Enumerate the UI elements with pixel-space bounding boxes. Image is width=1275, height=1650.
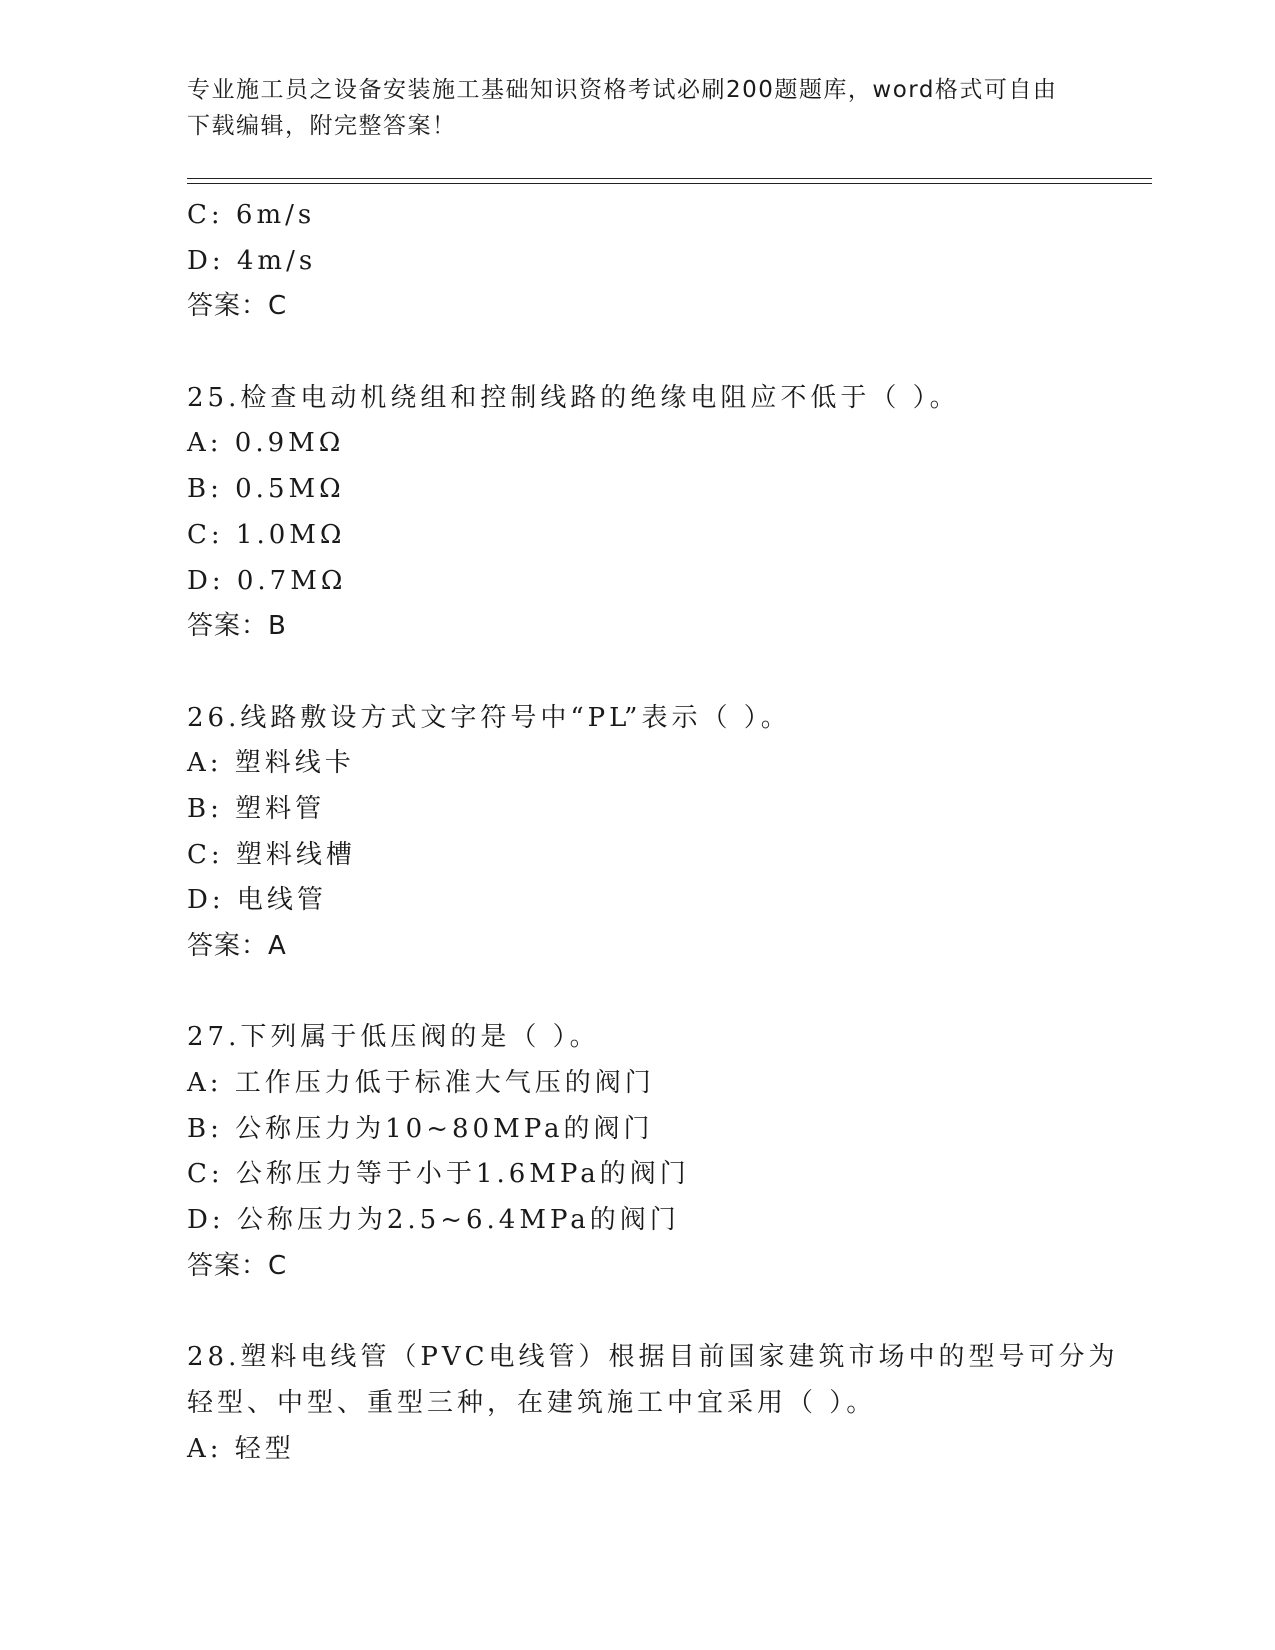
question-25 [187,376,1152,650]
option-d: D: 0.7MΩ [187,565,347,596]
header-title-line-1: 专业施工员之设备安装施工基础知识资格考试必刷200题题库，word格式可自由 [187,77,1058,103]
question-27 [187,1015,1152,1289]
question-28 [187,1335,1152,1472]
option-a: A: 轻型 [187,1433,295,1464]
option-b: B: 公称压力为10~80MPa的阀门 [187,1113,654,1144]
option-d: D: 公称压力为2.5~6.4MPa的阀门 [187,1205,680,1236]
header-divider-bottom [187,183,1152,184]
option-c: C: 1.0MΩ [187,519,346,550]
option-d: D: 4m/s [187,245,317,276]
answer-text: 答案：B [187,611,287,642]
option-d: D: 电线管 [187,885,327,916]
option-c: C: 公称压力等于小于1.6MPa的阀门 [187,1159,690,1190]
option-b: B: 0.5MΩ [187,474,345,505]
question-stem: 26.线路敷设方式文字符号中“PL”表示（ ）。 [187,702,791,733]
answer-text: 答案：A [187,931,287,961]
question-stem: 25.检查电动机绕组和控制线路的绝缘电阻应不低于（ ）。 [187,382,960,413]
answer-text: 答案：C [187,1250,288,1281]
spacer [187,330,1152,376]
option-a: A: 工作压力低于标准大气压的阀门 [187,1068,655,1099]
spacer [187,970,1152,1016]
option-c: C: 6m/s [187,200,316,230]
question-stem-line-1: 28.塑料电线管（PVC电线管）根据目前国家建筑市场中的型号可分为 [187,1342,1119,1373]
spacer [187,650,1152,696]
question-26 [187,696,1152,970]
question-24-tail [187,193,1152,330]
option-a: A: 0.9MΩ [187,428,345,459]
header-title-line-2: 下载编辑，附完整答案！ [187,113,457,139]
answer-text: 答案：C [187,291,288,322]
option-a: A: 塑料线卡 [187,748,355,779]
option-c: C: 塑料线槽 [187,839,356,870]
question-list [187,193,1152,1472]
question-stem-line-2: 轻型、中型、重型三种，在建筑施工中宜采用（ ）。 [187,1387,877,1418]
spacer [187,1290,1152,1336]
header-divider-top [187,178,1152,179]
option-b: B: 塑料管 [187,793,326,824]
question-stem: 27.下列属于低压阀的是（ ）。 [187,1022,600,1053]
document-header [187,72,1067,144]
